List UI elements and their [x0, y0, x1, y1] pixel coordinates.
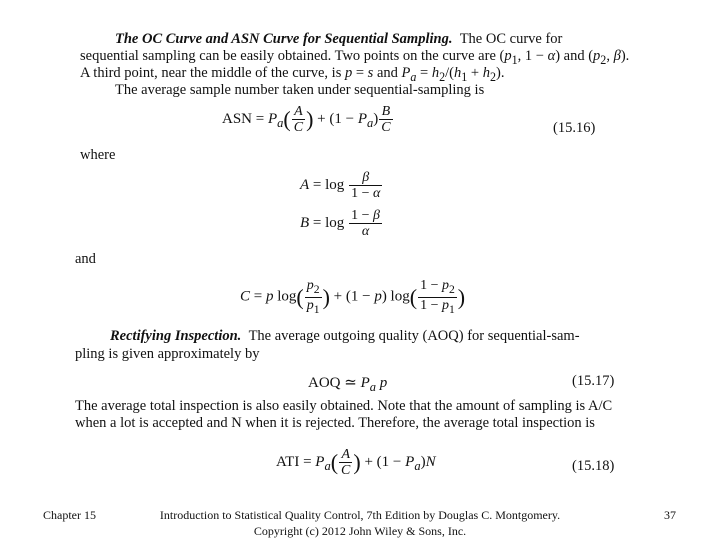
footer-chapter: Chapter 15: [43, 508, 96, 522]
rect-text-1: The average outgoing quality (AOQ) for sequential-sam-: [248, 328, 580, 344]
b-definition: B = log $\frac{1 - \beta}{\alpha}$: [300, 208, 380, 239]
oc-text-1: The OC curve for: [459, 31, 563, 47]
asn-intro-line: The average sample number taken under sequential-sampling is: [115, 82, 485, 98]
and-label: and: [75, 251, 96, 267]
asn-equation-number: (15.16): [553, 120, 596, 136]
ati-equation-number: (15.18): [572, 458, 615, 474]
oc-paragraph-line-2: sequential sampling can be easily obtained. Two points on the curve are ($p_1$, 1 − α) and ($p_2$, β).: [80, 48, 630, 67]
ati-line-2: when a lot is accepted and N when it is rejected. Therefore, the average total inspection is: [75, 415, 595, 431]
page-number: 37: [664, 508, 676, 522]
c-definition: C = p log( $\frac{p_2}{p_1}$ ) + (1 − p) log( $\frac{1 - p_2}{1 - p_1}$ ): [240, 278, 466, 316]
oc-paragraph-line-3: A third point, near the middle of the curve, is p = s and $P_a = h_2/(h_1 + h_2)$.: [80, 65, 505, 84]
where-label: where: [80, 147, 116, 163]
oc-heading: The OC Curve and ASN Curve for Sequential Sampling.: [115, 31, 453, 47]
asn-equation: ASN = $P_a$( $\frac{A}{C}$ ) + $(1 - P_a)$ $\frac{B}{C}$: [222, 104, 391, 135]
a-definition: A = log $\frac{\beta}{1 - \alpha}$: [300, 170, 381, 201]
oc-paragraph: [115, 31, 562, 48]
rect-text-2: pling is given approximately by: [75, 346, 260, 362]
ati-equation: ATI = $P_a$( $\frac{A}{C}$ ) + $(1 - P_a)N$: [276, 447, 436, 478]
aoq-equation-number: (15.17): [572, 373, 615, 389]
footer-citation-line-2: Copyright (c) 2012 John Wiley & Sons, Inc.: [253, 524, 467, 538]
footer-citation-line-1: Introduction to Statistical Quality Control, 7th Edition by Douglas C. Montgomery.: [159, 508, 561, 522]
aoq-equation: AOQ ≃ $P_a$ p: [308, 375, 388, 394]
ati-line-1: The average total inspection is also easily obtained. Note that the amount of sampling is A/C: [75, 398, 613, 414]
rect-paragraph: [110, 328, 580, 345]
rect-heading: Rectifying Inspection.: [110, 328, 242, 344]
